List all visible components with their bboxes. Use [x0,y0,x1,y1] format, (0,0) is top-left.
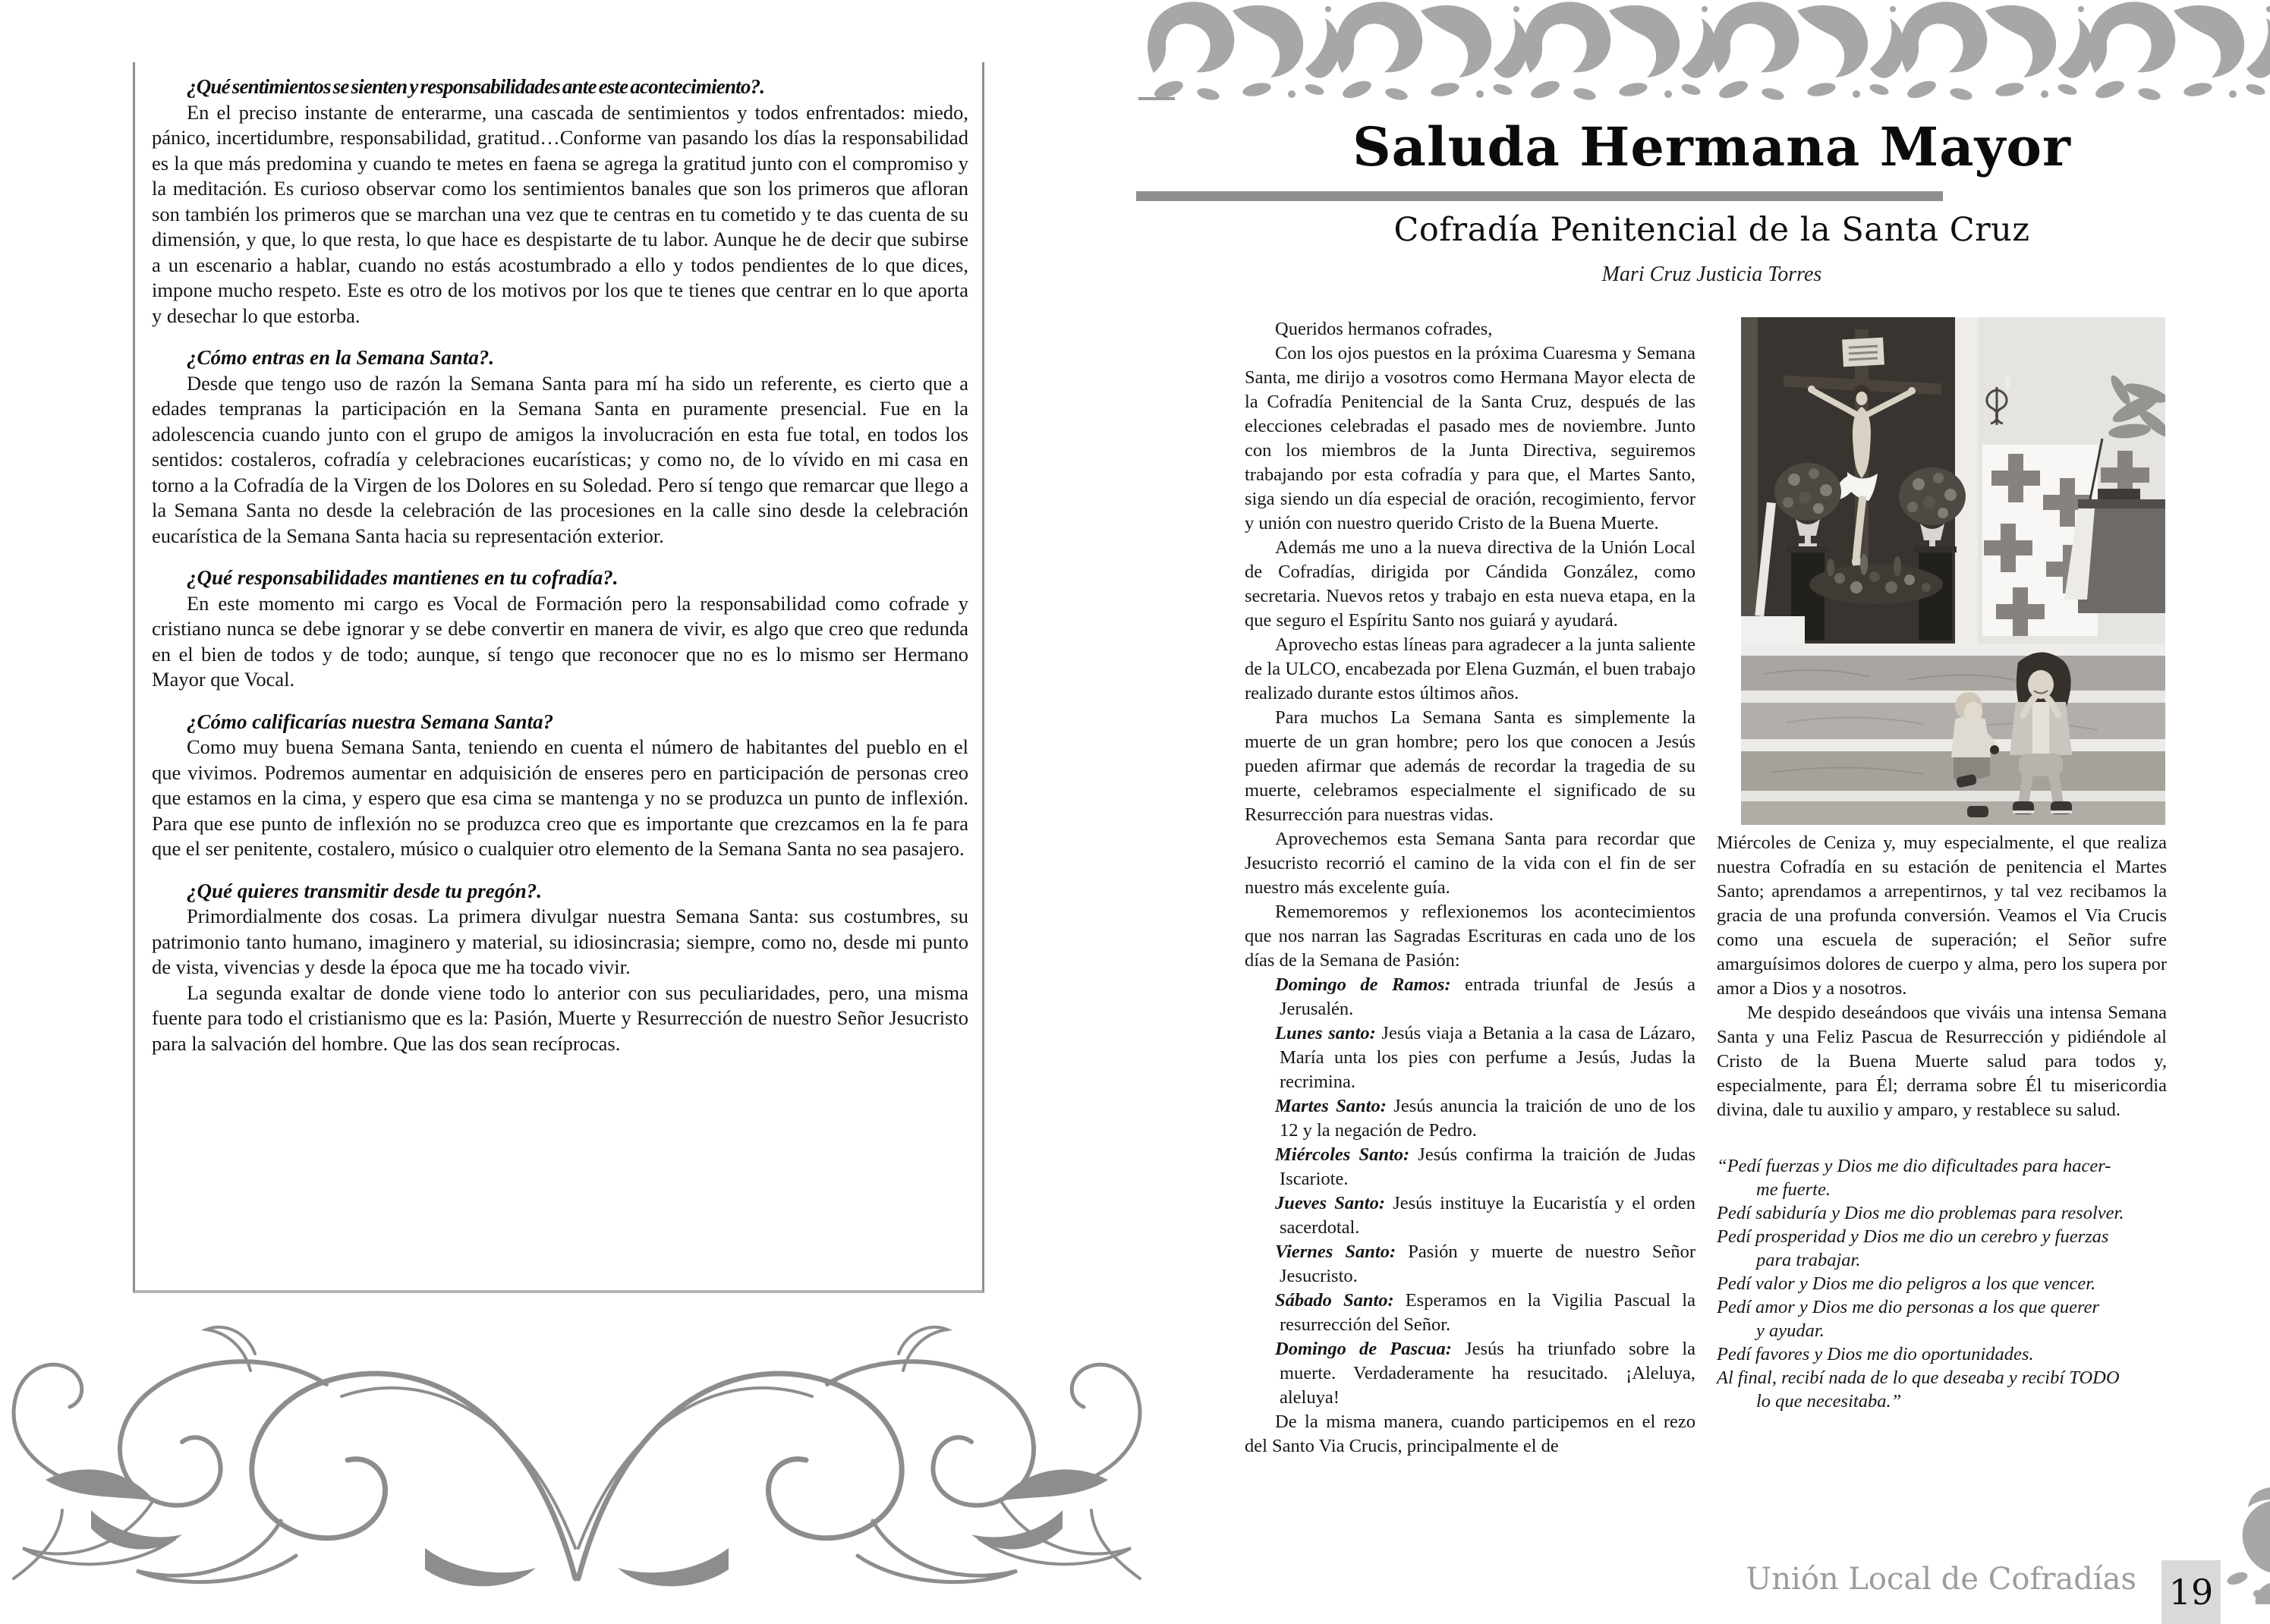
paragraph: Miércoles de Ceniza y, muy especialmente, el que realiza nuestra Cofradía en su estación de penitencia el Martes Santo; aprendamos a arrepentirnos, y tal vez recibamos la gracia de una profunda conversión. Veamos el Via Crucis como una escuela de superación; el Señor sufre amarguísimos dolores de cuerpo y alma, pero los supera por amor a Dios y a nosotros. [1717,832,2167,999]
day-item [1245,1143,1695,1191]
edge-dash-ornament [1138,97,1175,100]
question-heading: ¿Qué sentimientos se sienten y responsabilidades ante este acontecimiento?. [187,75,765,98]
day-text: Esperamos en la Vigilia Pascual la resurrección del Señor. [1280,1290,1695,1335]
day-text: Jesús confirma la traición de Judas Iscariote. [1280,1144,1696,1189]
question-heading: ¿Qué quieres transmitir desde tu pregón?. [187,879,543,902]
paragraph: En este momento mi cargo es Vocal de Formación pero la responsabilidad como cofrade y cristiano nunca se debe ignorar y se debe convertir en manera de vivir, es algo que creo que redunda en el bien de todos y de todo; aunque, sí tengo que reconocer que no es lo mismo ser Hermano Mayor que Vocal. [152,591,968,691]
paragraph: Desde que tengo uso de razón la Semana Santa para mí ha sido un referente, es cierto que a edades tempranas la participación en la Semana Santa en puramente presencial. Fue en la adolescencia cuando junto con el grupo de amigos la involucración en esta fue total, en todos los sentidos: costaleros, cofradía y celebraciones eucarísticas; y como no, de lo vívido en mi casa en torno a la Cofradía de la Virgen de los Dolores en su Soledad. Pero sí tengo que remarcar que llego a la Semana Santa no desde la celebración de las procesiones en la calle sino desde la celebración eucarística de la Semana Santa hacia su representación exterior. [152,371,968,547]
day-item [1245,1337,1695,1410]
quote-line: “Pedí fuerzas y Dios me dio dificultades para hacer- [1717,1156,2111,1176]
paragraph: Me despido deseándoos que viváis una intensa Semana Santa y una Feliz Pascua de Resurrección y pidiéndole al Cristo de la Buena Muerte salud para todos y, especialmente, para Él; derrama sobre Él tu misericordia divina, dale tu auxilio y amparo, y restablece su salud. [1717,1002,2167,1120]
paragraph: Además me uno a la nueva directiva de la Unión Local de Cofradías, dirigida por Cándida González, como secretaria. Nuevos retos y trabajo en esta nueva etapa, en la que seguro el Espíritu Santo nos guiará y ayudará. [1245,537,1695,631]
altar-photo [1741,317,2165,825]
question-heading: ¿Qué responsabilidades mantienes en tu cofradía?. [187,566,619,589]
paragraph: Aprovecho estas líneas para agradecer a la junta saliente de la ULCO, encabezada por Elena Guzmán, el buen trabajo realizado durante estos últimos años. [1245,634,1695,703]
interview-section [152,345,968,549]
flourish-ornament [0,1320,1154,1604]
interview-section [152,710,968,862]
quote-line: Pedí prosperidad y Dios me dio un cerebro y fuerzas [1717,1226,2109,1247]
question-heading: ¿Cómo entras en la Semana Santa?. [187,346,495,369]
interview-section [152,565,968,693]
day-item [1245,1021,1695,1094]
paragraph: De la misma manera, cuando participemos en el rezo del Santo Via Crucis, principalmente el de [1245,1412,1695,1456]
corner-paisley-ornament [2219,1487,2270,1604]
paragraph: La segunda exaltar de donde viene todo lo anterior con sus peculiaridades, pero, una misma fuente para todo el cristianismo que es la: Pasión, Muerte y Resurrección de nuestro Señor Jesucristo para la salvación del hombre. Que las dos sean recíprocas. [152,980,968,1055]
quote-line: Pedí valor y Dios me dio peligros a los que vencer. [1717,1273,2096,1294]
day-label: Jueves Santo: [1275,1193,1385,1213]
paragraph: Para muchos La Semana Santa es simplemente la muerte de un gran hombre; pero los que conocen a Jesús pueden afirmar que además de recordar la tragedia de su muerte, celebramos especialmente el significado de su Resurrección para nuestras vidas. [1245,707,1695,825]
day-item [1245,973,1695,1021]
paragraph: Con los ojos puestos en la próxima Cuaresma y Semana Santa, me dirijo a vosotros como Hermana Mayor electa de la Cofradía Penitencial de la Santa Cruz, después de las elecciones celebradas el pasado mes de noviembre. Junto con los miembros de la Junta Directiva, seguiremos trabajando por esta cofradía y para que, el Martes Santo, siga siendo un día especial de oración, recogimiento, fervor y unión con nuestro querido Cristo de la Buena Muerte. [1245,343,1695,533]
footer-publication-name: Unión Local de Cofradías [1746,1562,2136,1597]
paragraph: Como muy buena Semana Santa, teniendo en cuenta el número de habitantes del pueblo en el que vivimos. Podremos aumentar en adquisición de enseres pero en participación de personas creo que estamos en la cima, y espero que esa cima se mantenga y no se produzca un punto de inflexión. Para que ese punto de inflexión no se produzca creo que es importante que crezcamos en la fe para que el ser penitente, costalero, músico o cualquier otro elemento de la Semana Santa no sea pasajero. [152,735,968,860]
quote-line: Pedí favores y Dios me dio oportunidades. [1717,1344,2034,1364]
interview-text-block [133,62,984,1293]
day-item [1245,1094,1695,1143]
quote-line: Pedí amor y Dios me dio personas a los que querer [1717,1297,2100,1317]
day-item [1245,1191,1695,1240]
day-text: Jesús viaja a Betania a la casa de Lázaro, María unta los pies con perfume a Jesús, Judas la recrimina. [1280,1023,1695,1092]
page-number: 19 [2161,1560,2221,1624]
page-subtitle: Cofradía Penitencial de la Santa Cruz [1393,211,2030,249]
paragraph: Queridos hermanos cofrades, [1275,319,1493,339]
quote-line: me fuerte. [1756,1179,1831,1200]
day-label: Martes Santo: [1275,1096,1387,1116]
quote-line: para trabajar. [1756,1250,1861,1270]
day-text: Jesús ha triunfado sobre la muerte. Verdaderamente ha resucitado. ¡Aleluya, aleluya! [1280,1339,1695,1408]
day-text: entrada triunfal de Jesús a Jerusalén. [1280,974,1695,1019]
marble-steps [1741,616,2165,825]
day-label: Sábado Santo: [1275,1290,1394,1311]
day-item [1245,1240,1695,1289]
quote-line: Pedí sabiduría y Dios me dio problemas para resolver. [1717,1203,2124,1223]
day-label: Miércoles Santo: [1275,1144,1410,1165]
text-column-right [1717,317,2167,1413]
day-item [1245,1289,1695,1337]
interview-section [152,879,968,1057]
paragraph: Primordialmente dos cosas. La primera divulgar nuestra Semana Santa: sus costumbres, su patrimonio tanto humano, imaginero y material, su idiosincrasia; siempre, como no, desde mi punto de vista, vivencias y desde la época que me ha tocado vivir. [152,905,968,978]
day-label: Domingo de Ramos: [1275,974,1451,995]
text-column-left [1245,317,1695,1459]
paragraph: Aprovechemos esta Semana Santa para recordar que Jesucristo recorrió el camino de la vida con el fin de ser nuestro más excelente guía. [1245,829,1695,898]
quote-line: Al final, recibí nada de lo que deseaba y recibí TODO [1717,1367,2120,1388]
day-text: Jesús instituye la Eucaristía y el orden sacerdotal. [1280,1193,1696,1238]
interview-section [152,74,968,329]
day-text: Jesús anuncia la traición de uno de los 12 y la negación de Pedro. [1280,1096,1695,1141]
author-byline: Mari Cruz Justicia Torres [1601,263,1822,286]
paisley-band-ornament [1143,0,2270,103]
quote-line: lo que necesitaba.” [1756,1391,1902,1412]
title-underline-bar [1136,191,1943,201]
question-heading: ¿Cómo calificarías nuestra Semana Santa? [187,710,554,733]
day-label: Lunes santo: [1275,1023,1376,1043]
day-label: Domingo de Pascua: [1275,1339,1452,1359]
paragraph: Rememoremos y reflexionemos los acontecimientos que nos narran las Sagradas Escrituras en cada uno de los días de la Semana de Pasión: [1245,902,1695,971]
day-text: Pasión y muerte de nuestro Señor Jesucristo. [1280,1242,1695,1286]
quote-line: y ayudar. [1756,1320,1825,1341]
paragraph: En el preciso instante de enterarme, una cascada de sentimientos y todos enfrentados: miedo, pánico, incertidumbre, responsabilidad, gratitud…Conforme van pasando los días la responsabilidad es la que más predomina y cuando te metes en faena se agrega la gratitud junto con el compromiso y la meditación. Es curioso observar como los sentimientos banales que son los primeros que afloran son también los primeros que se marchan una vez que te centras en tu cometido y te das cuenta de su dimensión, y que, lo que resta, lo que hace es despistarte de tu labor. Aunque he de decir que subirse a un escenario a hablar, cuando no estás acostumbrado a ello y todos pendientes de lo que dices, impone mucho respeto. Este es otro de los motivos por los que te tienes que centrar en lo que aporta y desechar lo que estorba. [152,100,968,327]
day-label: Viernes Santo: [1275,1242,1396,1262]
page-title: Saluda Hermana Mayor [1352,115,2071,178]
sconce-candle [2006,376,2010,389]
prayer-quote [1717,1154,2167,1413]
right-page [1154,0,2270,1613]
